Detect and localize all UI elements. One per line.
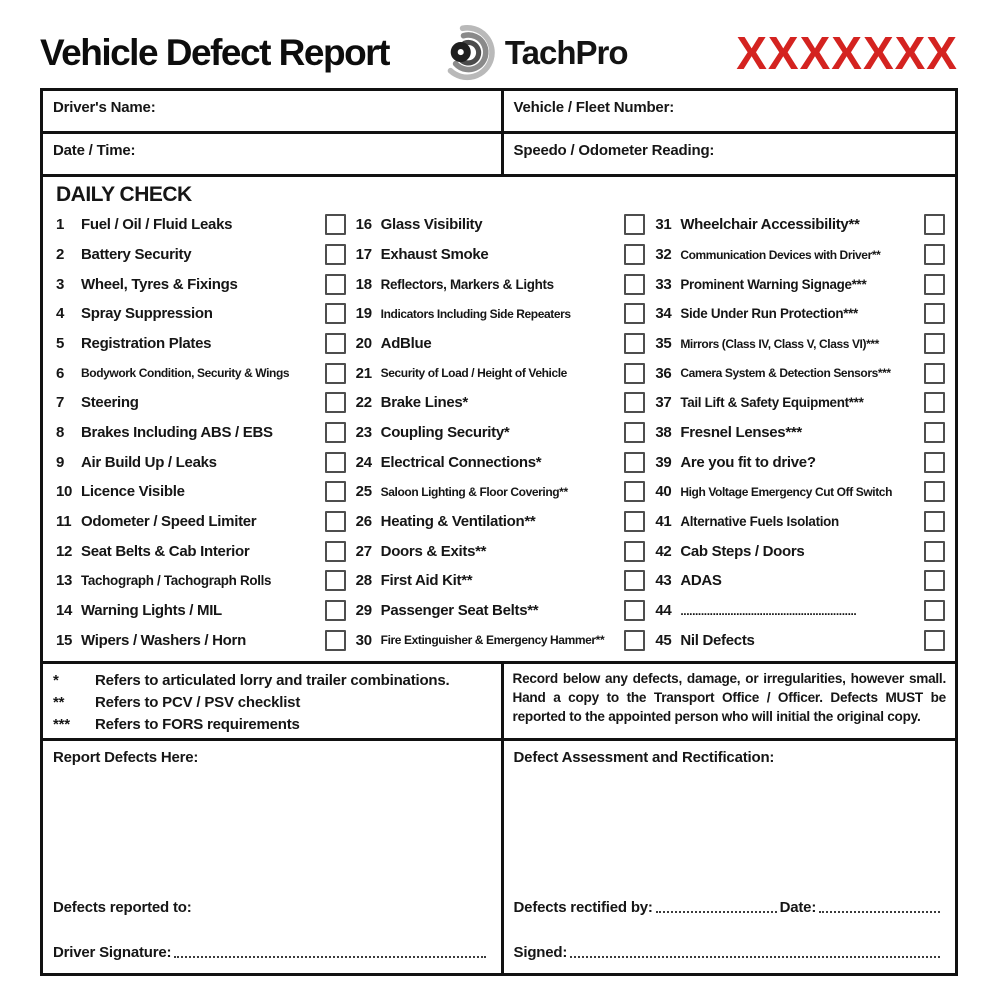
check-item-label: High Voltage Emergency Cut Off Switch: [680, 484, 892, 499]
driver-signature-field[interactable]: [53, 944, 489, 961]
check-item: [56, 240, 346, 270]
driver-signature-label: Driver Signature:: [53, 944, 172, 961]
check-item-number: 40: [655, 483, 672, 501]
check-item-number: 11: [56, 513, 72, 531]
checkbox[interactable]: [325, 630, 346, 651]
check-item-label: Are you fit to drive?: [680, 453, 816, 471]
daily-check-grid: [56, 210, 945, 655]
check-item: [56, 596, 346, 626]
check-item: [356, 507, 646, 537]
check-item: [655, 240, 945, 270]
check-item-number: 25: [355, 483, 372, 501]
check-item-number: 34: [655, 305, 672, 323]
signed-line[interactable]: [570, 956, 940, 958]
daily-check-section: [43, 177, 955, 664]
check-item-number: 2: [56, 246, 65, 263]
signed-field[interactable]: [514, 944, 943, 961]
rectified-date-line[interactable]: [819, 911, 940, 913]
info-row-1: [43, 91, 955, 134]
serial-number: XXXXXXX: [736, 27, 958, 79]
check-item: [356, 596, 646, 626]
checkbox[interactable]: [325, 452, 346, 473]
checkbox[interactable]: [924, 570, 945, 591]
check-item-label: Passenger Seat Belts**: [380, 602, 539, 620]
checkbox[interactable]: [624, 600, 645, 621]
check-item-label: Wheel, Tyres & Fixings: [81, 275, 238, 293]
check-item: [655, 625, 945, 655]
check-item-label: Steering: [81, 394, 139, 412]
check-item-number: 4: [56, 305, 65, 323]
check-item-number: 14: [56, 602, 73, 620]
notes-band: [43, 664, 955, 741]
check-item: [655, 418, 945, 448]
driver-signature-line[interactable]: [174, 956, 485, 958]
check-item: [356, 447, 646, 477]
check-item: [655, 329, 945, 359]
check-column-1: [56, 210, 346, 655]
check-item-label: AdBlue: [380, 335, 432, 353]
check-item-number: 6: [56, 364, 65, 382]
check-item: [56, 269, 346, 299]
check-item: [655, 269, 945, 299]
check-item-label: Electrical Connections*: [380, 453, 542, 471]
check-item-number: 12: [56, 542, 73, 560]
check-item-label: Exhaust Smoke: [380, 246, 489, 263]
checkbox[interactable]: [624, 511, 645, 532]
check-item: [56, 388, 346, 418]
checkbox[interactable]: [924, 630, 945, 651]
check-item-label: Air Build Up / Leaks: [81, 453, 217, 471]
checkbox[interactable]: [624, 452, 645, 473]
check-item: [655, 536, 945, 566]
checkbox[interactable]: [325, 511, 346, 532]
check-item-label: Side Under Run Protection***: [680, 306, 858, 322]
check-item-label: Glass Visibility: [380, 216, 483, 234]
checkbox[interactable]: [624, 630, 645, 651]
check-item-label: ADAS: [680, 572, 722, 590]
check-item-number: 39: [655, 453, 672, 471]
note-text: Refers to articulated lorry and trailer combinations.: [95, 672, 450, 689]
note-row: [53, 692, 495, 714]
record-instructions: Record below any defects, damage, or irregularities, however small. Hand a copy to the Transport Office / Officer. Defects MUST be reported to the appointed person who will initial the original copy.: [512, 671, 946, 725]
check-item-label: Reflectors, Markers & Lights: [380, 276, 554, 292]
check-item-number: 44: [655, 602, 672, 620]
check-item: [356, 566, 646, 596]
check-item-number: 5: [56, 335, 65, 353]
check-item-number: 26: [355, 513, 372, 531]
check-item-label: Fire Extinguisher & Emergency Hammer**: [380, 633, 605, 648]
check-item-label: Indicators Including Side Repeaters: [380, 306, 571, 321]
tachpro-logo: [443, 25, 628, 81]
note-text: Refers to FORS requirements: [95, 715, 300, 733]
check-item-label: Security of Load / Height of Vehicle: [380, 366, 567, 381]
checkbox[interactable]: [325, 333, 346, 354]
checkbox[interactable]: [624, 303, 645, 324]
checkbox[interactable]: [624, 333, 645, 354]
checkbox[interactable]: [924, 244, 945, 265]
check-item-label: Tachograph / Tachograph Rolls: [81, 573, 272, 589]
assessment-writearea[interactable]: [514, 766, 943, 899]
rectified-by-label: Defects rectified by:: [513, 899, 653, 916]
check-item-number: 10: [56, 483, 73, 501]
checkbox[interactable]: [924, 511, 945, 532]
defect-boxes: [43, 741, 955, 973]
check-item: [56, 507, 346, 537]
check-item-label: Brakes Including ABS / EBS: [81, 424, 273, 442]
check-item-number: 29: [355, 602, 372, 620]
check-item-label: Wipers / Washers / Horn: [81, 631, 246, 649]
date-time-field[interactable]: [43, 134, 504, 174]
check-item-number: 13: [56, 572, 73, 590]
checkbox[interactable]: [325, 244, 346, 265]
asterisk-notes: [43, 664, 504, 739]
vehicle-fleet-label: Vehicle / Fleet Number:: [513, 99, 674, 116]
check-item: [655, 477, 945, 507]
check-item: [356, 329, 646, 359]
check-item-number: 1: [56, 216, 65, 234]
check-item-label: Coupling Security*: [380, 424, 510, 442]
check-item: [356, 477, 646, 507]
check-item-number: 19: [355, 305, 372, 323]
vehicle-defect-form: [40, 88, 958, 976]
check-item-label: Odometer / Speed Limiter: [81, 513, 257, 531]
check-item-label: Mirrors (Class IV, Class V, Class VI)***: [680, 336, 879, 351]
check-item: [356, 536, 646, 566]
checkbox[interactable]: [325, 481, 346, 502]
checkbox[interactable]: [624, 570, 645, 591]
check-item-label: Spray Suppression: [81, 305, 213, 323]
check-item-number: 30: [355, 631, 372, 649]
check-item-label: Communication Devices with Driver**: [680, 247, 881, 262]
check-item-label: Camera System & Detection Sensors***: [680, 366, 891, 381]
check-item-number: 23: [355, 424, 372, 442]
check-item: [56, 477, 346, 507]
assessment-box: [504, 741, 955, 973]
checkbox[interactable]: [924, 452, 945, 473]
check-item: [356, 625, 646, 655]
check-item: [56, 536, 346, 566]
report-defects-label: Report Defects Here:: [53, 749, 199, 766]
check-item-number: 8: [56, 424, 65, 442]
checkbox[interactable]: [924, 600, 945, 621]
checkbox[interactable]: [325, 600, 346, 621]
check-item-label: Doors & Exits**: [380, 542, 487, 560]
checkbox[interactable]: [924, 392, 945, 413]
check-item-label: Seat Belts & Cab Interior: [81, 542, 250, 560]
report-header: [40, 24, 958, 82]
check-item: [655, 507, 945, 537]
checkbox[interactable]: [624, 214, 645, 235]
check-item-label: Nil Defects: [680, 631, 755, 649]
check-column-2: [356, 210, 646, 655]
check-item: [655, 299, 945, 329]
drivers-name-field[interactable]: [43, 91, 504, 131]
check-item-label: Warning Lights / MIL: [81, 602, 222, 620]
signed-label: Signed:: [513, 944, 568, 961]
checkbox[interactable]: [924, 274, 945, 295]
checkbox[interactable]: [924, 303, 945, 324]
checkbox[interactable]: [325, 303, 346, 324]
check-item-number: 22: [355, 394, 372, 412]
checkbox[interactable]: [624, 541, 645, 562]
check-item-label: Licence Visible: [81, 483, 185, 501]
check-item-label: Bodywork Condition, Security & Wings: [81, 366, 290, 381]
checkbox[interactable]: [924, 333, 945, 354]
checkbox[interactable]: [325, 541, 346, 562]
check-item: [356, 358, 646, 388]
check-item: [356, 418, 646, 448]
check-item-number: 3: [56, 275, 65, 293]
check-item-label: Alternative Fuels Isolation: [680, 514, 839, 530]
checkbox[interactable]: [325, 570, 346, 591]
brand-name: TachPro: [504, 34, 628, 71]
check-item: [655, 566, 945, 596]
check-item-label: Fresnel Lenses***: [680, 424, 802, 442]
check-item-number: 35: [655, 335, 672, 353]
rectified-by-field[interactable]: [514, 899, 943, 916]
check-item-label: Saloon Lighting & Floor Covering**: [380, 484, 568, 499]
tachpro-swirl-icon: [443, 25, 499, 81]
check-item-number: 27: [355, 542, 372, 560]
note-text: Refers to PCV / PSV checklist: [95, 693, 301, 711]
check-item-number: 15: [56, 631, 73, 649]
check-item-number: 28: [355, 572, 372, 590]
checkbox[interactable]: [624, 392, 645, 413]
checkbox[interactable]: [325, 392, 346, 413]
check-item: [356, 299, 646, 329]
check-item: [356, 240, 646, 270]
note-symbol: *: [53, 672, 59, 689]
defects-reported-to-label: Defects reported to:: [53, 899, 192, 916]
rectified-by-line[interactable]: [656, 911, 777, 913]
checkbox[interactable]: [924, 363, 945, 384]
date-time-label: Date / Time:: [53, 142, 136, 159]
check-item-number: 42: [655, 542, 672, 560]
check-item: [56, 447, 346, 477]
checkbox[interactable]: [624, 422, 645, 443]
check-item-label: Brake Lines*: [380, 394, 468, 412]
check-item: [356, 269, 646, 299]
check-item: [356, 210, 646, 240]
check-item: [56, 625, 346, 655]
checkbox[interactable]: [325, 363, 346, 384]
check-item-label: Fuel / Oil / Fluid Leaks: [81, 216, 233, 234]
check-item-number: 36: [655, 364, 672, 382]
check-item-label: ............................................................: [680, 603, 857, 618]
check-item: [655, 358, 945, 388]
checkbox[interactable]: [924, 481, 945, 502]
check-item-number: 7: [56, 394, 65, 412]
check-item-label: Wheelchair Accessibility**: [680, 216, 860, 234]
check-column-3: [655, 210, 945, 655]
check-item-number: 18: [355, 275, 372, 293]
speedo-field[interactable]: [504, 134, 955, 174]
speedo-label: Speedo / Odometer Reading:: [513, 142, 715, 159]
checkbox[interactable]: [924, 541, 945, 562]
check-item: [56, 210, 346, 240]
check-item-number: 37: [655, 394, 672, 412]
check-item: [655, 388, 945, 418]
check-item-label: First Aid Kit**: [380, 572, 473, 590]
check-item: [56, 418, 346, 448]
check-item-number: 9: [56, 453, 65, 471]
check-item-number: 31: [655, 216, 672, 234]
date-label: Date:: [779, 899, 817, 916]
check-item-number: 33: [655, 275, 672, 293]
check-item-number: 21: [355, 364, 372, 382]
note-symbol: ***: [53, 715, 70, 733]
check-item-label: Cab Steps / Doors: [680, 542, 805, 560]
info-row-2: [43, 134, 955, 177]
checkbox[interactable]: [325, 422, 346, 443]
checkbox[interactable]: [624, 244, 645, 265]
report-defects-writearea[interactable]: [53, 766, 489, 899]
note-symbol: **: [53, 693, 65, 711]
note-row: [53, 670, 495, 692]
checkbox[interactable]: [325, 274, 346, 295]
checkbox[interactable]: [624, 274, 645, 295]
check-item-label: Prominent Warning Signage***: [680, 276, 867, 292]
note-row: [53, 714, 495, 736]
check-item-number: 16: [355, 216, 372, 234]
check-item-label: Battery Security: [81, 246, 192, 263]
check-item: [56, 299, 346, 329]
checkbox[interactable]: [624, 481, 645, 502]
check-item-label: Tail Lift & Safety Equipment***: [680, 395, 864, 411]
check-item-label: Heating & Ventilation**: [380, 513, 536, 531]
check-item-number: 43: [655, 572, 672, 590]
check-item: [56, 566, 346, 596]
check-item: [655, 210, 945, 240]
report-defects-box: [43, 741, 504, 973]
check-item: [56, 329, 346, 359]
checkbox[interactable]: [924, 214, 945, 235]
check-item-label: Registration Plates: [81, 335, 212, 353]
defects-reported-to-field[interactable]: [53, 899, 489, 916]
checkbox[interactable]: [924, 422, 945, 443]
check-item: [655, 596, 945, 626]
check-item-number: 38: [655, 424, 672, 442]
drivers-name-label: Driver's Name:: [53, 99, 156, 116]
check-item: [655, 447, 945, 477]
checkbox[interactable]: [325, 214, 346, 235]
assessment-label: Defect Assessment and Rectification:: [513, 749, 775, 766]
checkbox[interactable]: [624, 363, 645, 384]
check-item-number: 17: [355, 246, 372, 263]
check-item-number: 41: [655, 513, 672, 531]
check-item-number: 24: [355, 453, 372, 471]
check-item-number: 20: [355, 335, 372, 353]
check-item: [356, 388, 646, 418]
check-item-number: 45: [655, 631, 672, 649]
vehicle-fleet-field[interactable]: [504, 91, 955, 131]
check-item-number: 32: [655, 246, 672, 263]
daily-check-title: DAILY CHECK: [56, 183, 192, 206]
check-item: [56, 358, 346, 388]
page-title: Vehicle Defect Report: [40, 32, 389, 73]
